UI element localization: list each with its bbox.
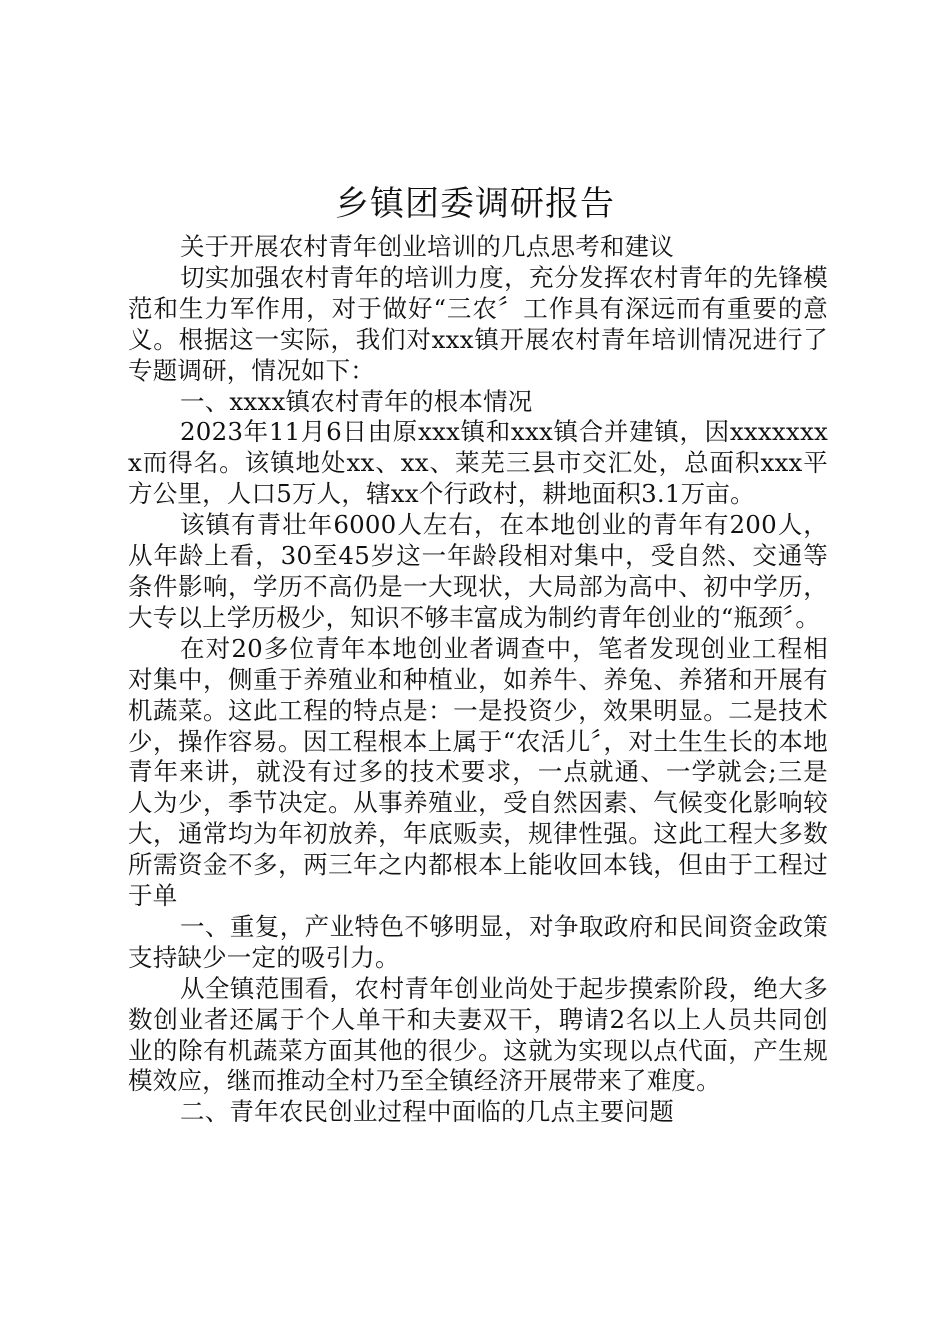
youth-population-paragraph: 该镇有青壮年6000人左右，在本地创业的青年有200人，从年龄上看，30至45岁这一年龄段相对集中，受自然、交通等条件影响，学历不高仍是一大现状，大局部为高中、初中学历，大专以上学历极少，知识不够丰富成为制约青年创业的“瓶颈〞。: [128, 510, 828, 632]
town-overview-paragraph: 2023年11月6日由原xxx镇和xxx镇合并建镇，因xxxxxxxx而得名。该镇地处xx、xx、莱芜三县市交汇处，总面积xxx平方公里，人口5万人，辖xx个行政村，耕地面积3.1万亩。: [128, 417, 828, 509]
industry-paragraph: 一、重复，产业特色不够明显，对争取政府和民间资金政策支持缺少一定的吸引力。: [128, 911, 828, 972]
town-scope-paragraph: 从全镇范围看，农村青年创业尚处于起步摸索阶段，绝大多数创业者还属于个人单干和夫妻双干，聘请2名以上人员共同创业的除有机蔬菜方面其他的很少。这就为实现以点代面，产生规模效应，继而推动全村乃至全镇经济开展带来了难度。: [128, 973, 828, 1096]
section-heading-2: 二、青年农民创业过程中面临的几点主要问题: [180, 1097, 674, 1127]
subtitle-paragraph: 关于开展农村青年创业培训的几点思考和建议: [180, 232, 674, 261]
document-title: 乡镇团委调研报告: [335, 184, 615, 224]
survey-findings-paragraph: 在对20多位青年本地创业者调查中，笔者发现创业工程相对集中，侧重于养殖业和种植业，如养牛、养兔、养猪和开展有机蔬菜。这此工程的特点是：一是投资少，效果明显。二是技术少，操作容易。因工程根本上属于“农活儿〞，对土生生长的本地青年来讲，就没有过多的技术要求，一点就通、一学就会;三是人为少，季节决定。从事养殖业，受自然因素、气候变化影响较大，通常均为年初放养，年底贩卖，规律性强。这此工程大多数所需资金不多，两三年之内都根本上能收回本钱，但由于工程过于单: [128, 633, 828, 911]
intro-paragraph: 切实加强农村青年的培训力度，充分发挥农村青年的先锋模范和生力军作用，对于做好“三农〞工作具有深远而有重要的意义。根据这一实际，我们对xxx镇开展农村青年培训情况进行了专题调研，情况如下：: [128, 262, 828, 385]
document-body: [128, 232, 828, 1128]
section-heading-1: 一、xxxx镇农村青年的根本情况: [180, 386, 533, 416]
